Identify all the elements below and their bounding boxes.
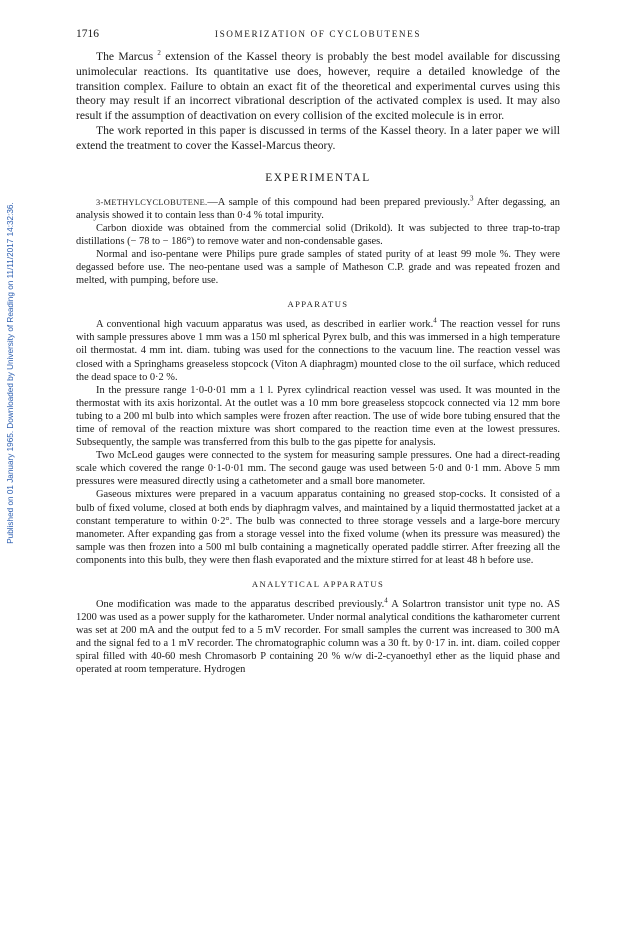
analytical-section xyxy=(76,598,560,677)
intro-section xyxy=(76,50,560,154)
page-number: 1716 xyxy=(76,28,99,40)
apparatus-paragraph-1: A conventional high vacuum apparatus was used, as described in earlier work.$^4$ The reaction vessel for runs with sample pressures above 1 mm was a 150 ml spherical Pyrex bulb, and this was immersed in a high temperature oil thermostat. 4 mm int. diam. tubing was used for the connections to the vacuum line. The reaction vessel was closed with a Springhams greaseless stopcock (Viton A diaphragm) mounted close to the oil surface, which reduced the dead space to 0·2 %. xyxy=(76,316,561,383)
running-title: ISOMERIZATION OF CYCLOBUTENES xyxy=(214,29,422,39)
intro-paragraph-2: The work reported in this paper is discussed in terms of the Kassel theory. In a later paper we will extend the treatment to cover the Kassel-Marcus theory. xyxy=(76,123,560,152)
intro-paragraph-1: The Marcus $^2$ extension of the Kassel theory is probably the best model available for discussing unimolecular reactions. Its quantitative use does, however, require a detailed knowledge of the transition complex. Failure to obtain an exact fit of the theoretical and experimental curves using this theory may result if an incorrect vibrational description of the activated complex is used. It may also result if the assumption of deactivation on every collision of the excited molecule is in error. xyxy=(76,49,561,123)
experimental-paragraph-1: 3-METHYLCYCLOBUTENE.—A sample of this compound had been prepared previously.$^3$ After degassing, an analysis showed it to contain less than 0·4 % total impurity. xyxy=(76,194,560,221)
page-header xyxy=(76,28,560,42)
analytical-apparatus-heading: ANALYTICAL APPARATUS xyxy=(251,579,385,590)
compound-name: 3-METHYLCYCLOBUTENE. xyxy=(96,197,208,207)
citation-4: 4 xyxy=(433,316,437,325)
experimental-section xyxy=(76,196,560,288)
experimental-paragraph-3: Normal and iso-pentane were Philips pure grade samples of stated purity of at least 99 mole %. They were degassed before use. The neo-pentane used was a sample of Matheson C.P. grade and was repeated frozen and melted, with pumping, before use. xyxy=(76,248,560,287)
citation-2: 2 xyxy=(157,49,161,58)
article-body xyxy=(76,50,560,677)
experimental-heading: EXPERIMENTAL xyxy=(265,171,371,184)
apparatus-paragraph-4: Gaseous mixtures were prepared in a vacuum apparatus containing no greased stop-cocks. It consisted of a bulb of fixed volume, closed at both ends by diaphragm valves, and maintained by a liquid thermostatted jacket at a constant temperature to within 0·2°. The bulb was connected to three storage vessels and a large-bore mercury manometer. After expanding gas from a storage vessel into the fixed volume (when its pressure was measured) the sample was then frozen into a 500 ml bulb containing a magnetically operated paddle stirrer. After freezing all the components into this bulb, they were then flash evaporated and the mixture stirred for at least 48 h before use. xyxy=(76,489,560,566)
experimental-paragraph-2: Carbon dioxide was obtained from the commercial solid (Drikold). It was subjected to three trap-to-trap distillations (− 78 to − 186°) to remove water and non-condensable gases. xyxy=(76,222,560,247)
analytical-paragraph-1: One modification was made to the apparatus described previously.$^4$ A Solartron transistor unit type no. AS 1200 was used as a power supply for the katharometer. Under normal analytical conditions the katharometer current was set at 200 mA and the output fed to a 5 mV recorder. For small samples the current was increased to 300 mA and the signal fed to a 1 mV recorder. The chromatographic column was a 30 ft. by 0·17 in. int. diam. coiled copper spiral filled with 40-60 mesh Chromasorb P containing 20 % w/w di-2-cyanoethyl ether as the liquid phase and operated at room temperature. Hydrogen xyxy=(76,596,560,676)
citation-4b: 4 xyxy=(384,596,388,605)
apparatus-paragraph-2: In the pressure range 1·0-0·01 mm a 1 l. Pyrex cylindrical reaction vessel was used. It was mounted in the thermostat with its axis horizontal. At the outlet was a 10 mm bore greaseless stopcock connected via 12 mm bore tubing to a 200 ml bulb into which samples were frozen after reaction. The use of wide bore tubing ensured that the time of removal of the reaction mixture was short compared to the reaction time even at the lowest pressures. Subsequently, the sample was transferred from this bulb to the gas pipette for analysis. xyxy=(76,384,560,449)
apparatus-heading: APPARATUS xyxy=(287,299,349,310)
apparatus-section xyxy=(76,318,560,567)
download-watermark-text: Published on 01 January 1965. Downloaded by University of Reading on 11/11/2017 14:32:36. xyxy=(6,202,15,544)
apparatus-paragraph-3: Two McLeod gauges were connected to the system for measuring sample pressures. One had a direct-reading scale which covered the range 0·1-0·01 mm. The second gauge was used between 5·0 and 0·1 mm. Above 5 mm pressures were measured directly using a cathetometer and a small bore manometer. xyxy=(76,450,560,488)
download-watermark xyxy=(4,138,18,608)
citation-3: 3 xyxy=(469,194,474,203)
